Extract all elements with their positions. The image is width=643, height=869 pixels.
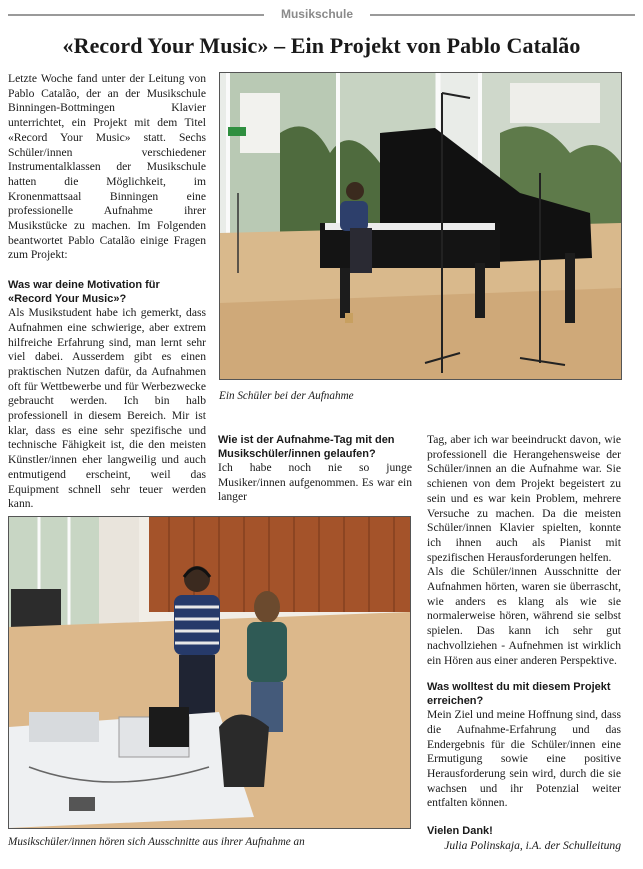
question-3: Was wolltest du mit diesem Projekt erreichen? [427,681,611,708]
column-left [8,72,206,512]
answer-2-continued: Tag, aber ich war beeindruckt davon, wie professionell die Herangehensweise der Schüler/innen an die Aufnahme war. Sie schienen von dem Projekt begeistert zu sein und es war kein Problem, mehrere Versuche zu machen. Da die meisten Schüler/innen Klavier spielten, konnte ich ihnen auch als Pianist mit spezifischen Herausforderungen helfen. [427,433,621,564]
header-rule-left [8,14,264,16]
answer-3: Mein Ziel und meine Hoffnung sind, dass die Aufnahme-Erfahrung und das Endergebnis für die Schüler/innen eine Ermutigung sowie eine positive Herausforderung sein wird, durch die sie wachsen und ihr Potenzial weiter entfalten können. [427,708,621,810]
header-rule-right [370,14,635,16]
caption-photo-2: Musikschüler/innen hören sich Ausschnitte aus ihrer Aufnahme an [8,836,305,848]
photo-listening-session [8,516,411,829]
answer-2-start: Ich habe noch nie so junge Musiker/innen aufgenommen. Es war ein langer [218,461,412,504]
column-middle [218,433,412,505]
question-1: Was war deine Motivation für «Record Your Music»? [8,279,160,306]
article-title: «Record Your Music» – Ein Projekt von Pablo Catalão [62,33,581,58]
section-label: Musikschule [280,7,354,21]
thanks-line: Vielen Dank! [427,825,493,838]
column-right [427,433,621,854]
intro-paragraph: Letzte Woche fand unter der Leitung von Pablo Catalão, der an der Musikschule Binningen-Bottmingen Klavier unterrichtet, ein Projekt mit dem Titel «Record Your Music» statt. Sechs Schüler/innen verschiedener Instrumentalklassen der Musikschule hatten die Möglichkeit, im Kronenmattsaal Binningen eine professionelle Aufnahme ihrer Musikstücke zu machen. Im Folgenden beantwortet Pablo Catalão einige Fragen zum Projekt: [8,72,206,262]
answer-1: Als Musikstudent habe ich gemerkt, dass Aufnahmen eine schwierige, aber extrem hilfreiche Erfahrung sind, man lernt sehr viel dabei. Ausserdem gibt es einen praktischen Nutzen dafür, da Aufnahmen oft für Wettbewerbe und für Werbezwecke gebraucht werden. Ich bin halb professionell in diesem Bereich. Mir ist klar, dass es eine sehr spezifische und technische Fähigkeit ist, die den meisten Künstler/innen eher langweilig und auch entmutigend erscheint, weil das Equipment schnell sehr teuer werden kann. [8,306,206,511]
section-header [8,7,635,21]
photo-piano-recording [219,72,622,380]
caption-photo-1: Ein Schüler bei der Aufnahme [219,390,354,402]
signature: Julia Polinskaja, i.A. der Schulleitung [444,838,621,852]
question-2: Wie ist der Aufnahme-Tag mit den Musikschüler/innen gelaufen? [218,434,395,460]
answer-2-paragraph-2: Als die Schüler/innen Ausschnitte der Aufnahmen hörten, waren sie überrascht, wie anders es klang als wie sie normalerweise hören, während sie selbst spielen. Das kann ich sehr gut nachvollziehen - Aufnehmen ist wirklich ein Hören aus einer anderen Perspektive. [427,565,621,667]
